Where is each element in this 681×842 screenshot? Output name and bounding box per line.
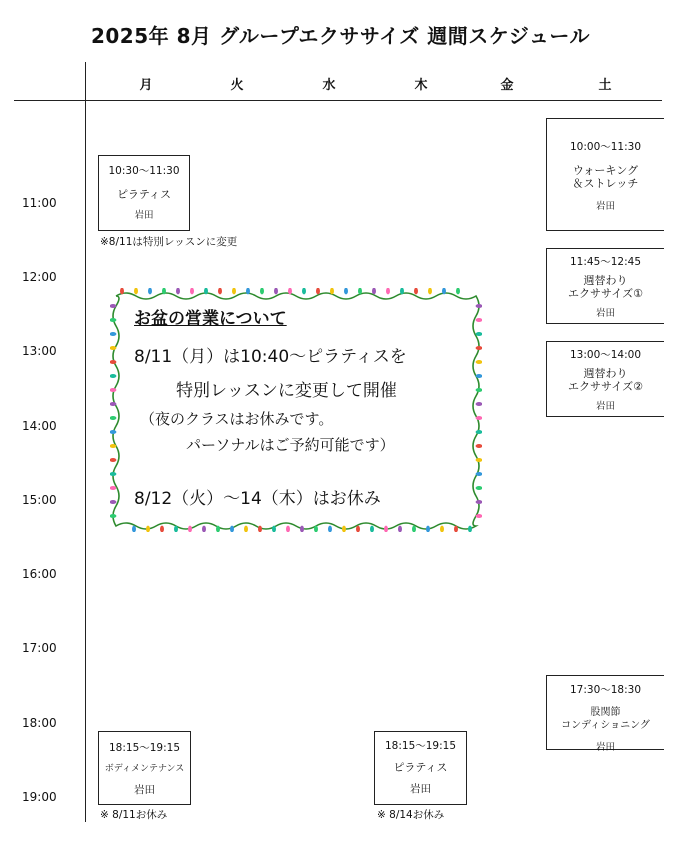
- time-label: 14:00: [22, 419, 57, 433]
- class-card-mon-body-maintenance[interactable]: [98, 731, 191, 805]
- garland-bulb-icon: [384, 526, 388, 532]
- time-label: 16:00: [22, 567, 57, 581]
- class-instructor: 岩田: [595, 308, 615, 319]
- notice-line: パーソナルはご予約可能です）: [186, 436, 395, 454]
- garland-bulb-icon: [344, 288, 348, 294]
- class-name: ピラティス: [393, 761, 448, 774]
- garland-bulb-icon: [148, 288, 152, 294]
- class-name: ＆ストレッチ: [572, 177, 639, 190]
- time-label: 13:00: [22, 344, 57, 358]
- class-time: 10:00～11:30: [569, 141, 642, 153]
- notice-line: 8/12（火）～14（木）はお休み: [134, 489, 381, 509]
- garland-bulb-icon: [202, 526, 206, 532]
- garland-bulb-icon: [476, 402, 482, 406]
- garland-bulb-icon: [110, 332, 116, 336]
- class-instructor: 岩田: [134, 784, 155, 796]
- garland-bulb-icon: [414, 288, 418, 294]
- garland-bulb-icon: [476, 388, 482, 392]
- garland-bulb-icon: [110, 472, 116, 476]
- garland-bulb-icon: [372, 288, 376, 294]
- garland-bulb-icon: [160, 526, 164, 532]
- garland-bulb-icon: [426, 526, 430, 532]
- garland-bulb-icon: [476, 500, 482, 504]
- garland-bulb-icon: [244, 526, 248, 532]
- garland-bulb-icon: [398, 526, 402, 532]
- garland-bulb-icon: [476, 486, 482, 490]
- day-header-fri: 金: [500, 78, 514, 93]
- class-note: ※ 8/11お休み: [100, 809, 168, 821]
- time-label: 11:00: [22, 196, 57, 210]
- class-card-mon-pilates[interactable]: [98, 155, 190, 231]
- class-card-sat-exercise-2[interactable]: [546, 341, 664, 417]
- garland-bulb-icon: [328, 526, 332, 532]
- garland-bulb-icon: [176, 288, 180, 294]
- garland-bulb-icon: [456, 288, 460, 294]
- time-label: 18:00: [22, 716, 57, 730]
- class-name: 週替わり: [583, 367, 628, 380]
- class-name: ボディメンテナンス: [104, 764, 185, 774]
- garland-bulb-icon: [476, 444, 482, 448]
- class-instructor: 岩田: [410, 783, 431, 795]
- class-time: 17:30～18:30: [569, 684, 642, 696]
- garland-bulb-icon: [440, 526, 444, 532]
- garland-bulb-icon: [110, 500, 116, 504]
- day-header-tue: 火: [230, 78, 244, 93]
- notice-line: （夜のクラスはお休みです。: [140, 410, 334, 428]
- class-instructor: 岩田: [134, 210, 154, 221]
- garland-bulb-icon: [300, 526, 304, 532]
- garland-bulb-icon: [218, 288, 222, 294]
- garland-bulb-icon: [316, 288, 320, 294]
- class-time: 11:45～12:45: [569, 256, 642, 268]
- class-card-sat-hip[interactable]: [546, 675, 664, 753]
- class-instructor: 岩田: [595, 742, 615, 753]
- page-title: 2025年 8月 グループエクササイズ 週間スケジュール: [90, 24, 591, 48]
- header-divider: [14, 100, 662, 101]
- class-note: ※ 8/14お休み: [377, 809, 445, 821]
- day-header-sat: 土: [598, 78, 612, 93]
- class-name: コンディショニング: [561, 720, 650, 731]
- garland-bulb-icon: [476, 318, 482, 322]
- garland-bulb-icon: [146, 526, 150, 532]
- class-card-sat-exercise-1[interactable]: [546, 248, 664, 324]
- garland-bulb-icon: [302, 288, 306, 294]
- time-axis-line: [85, 62, 86, 822]
- class-instructor: 岩田: [595, 201, 615, 212]
- class-card-sat-walking[interactable]: [546, 118, 664, 231]
- class-name: エクササイズ②: [568, 380, 643, 393]
- time-label: 19:00: [22, 790, 57, 804]
- time-label: 15:00: [22, 493, 57, 507]
- garland-bulb-icon: [476, 304, 482, 308]
- day-header-thu: 木: [414, 78, 428, 93]
- class-name: ピラティス: [116, 188, 172, 201]
- garland-bulb-icon: [260, 288, 264, 294]
- class-name: ウォーキング: [572, 164, 639, 177]
- class-time: 10:30～11:30: [108, 165, 180, 177]
- garland-bulb-icon: [232, 288, 236, 294]
- garland-bulb-icon: [274, 288, 278, 294]
- garland-bulb-icon: [370, 526, 374, 532]
- class-time: 13:00～14:00: [569, 349, 642, 361]
- notice-line: 特別レッスンに変更して開催: [176, 381, 397, 401]
- time-label: 12:00: [22, 270, 57, 284]
- garland-bulb-icon: [428, 288, 432, 294]
- class-instructor: 岩田: [595, 401, 615, 412]
- garland-bulb-icon: [188, 526, 192, 532]
- garland-bulb-icon: [134, 288, 138, 294]
- day-header-wed: 水: [322, 78, 336, 93]
- class-note: ※8/11は特別レッスンに変更: [100, 236, 238, 248]
- garland-bulb-icon: [286, 526, 290, 532]
- garland-bulb-icon: [190, 288, 194, 294]
- garland-bulb-icon: [342, 526, 346, 532]
- garland-bulb-icon: [468, 526, 472, 532]
- day-header-mon: 月: [139, 78, 153, 93]
- class-name: 股関節: [590, 707, 621, 718]
- garland-bulb-icon: [386, 288, 390, 294]
- garland-bulb-icon: [110, 430, 116, 434]
- class-name: 週替わり: [583, 274, 628, 287]
- class-time: 18:15～19:15: [108, 742, 181, 754]
- garland-bulb-icon: [476, 346, 482, 350]
- notice-heading: お盆の営業について: [134, 309, 287, 329]
- class-card-thu-pilates[interactable]: [374, 731, 467, 805]
- garland-bulb-icon: [110, 374, 116, 378]
- notice-line: 8/11（月）は10:40～ピラティスを: [134, 347, 407, 367]
- class-name: エクササイズ①: [568, 287, 643, 300]
- garland-bulb-icon: [110, 318, 116, 322]
- class-time: 18:15～19:15: [384, 740, 457, 752]
- time-label: 17:00: [22, 641, 57, 655]
- garland-bulb-icon: [110, 458, 116, 462]
- garland-bulb-icon: [476, 360, 482, 364]
- garland-bulb-icon: [110, 514, 116, 518]
- garland-bulb-icon: [110, 416, 116, 420]
